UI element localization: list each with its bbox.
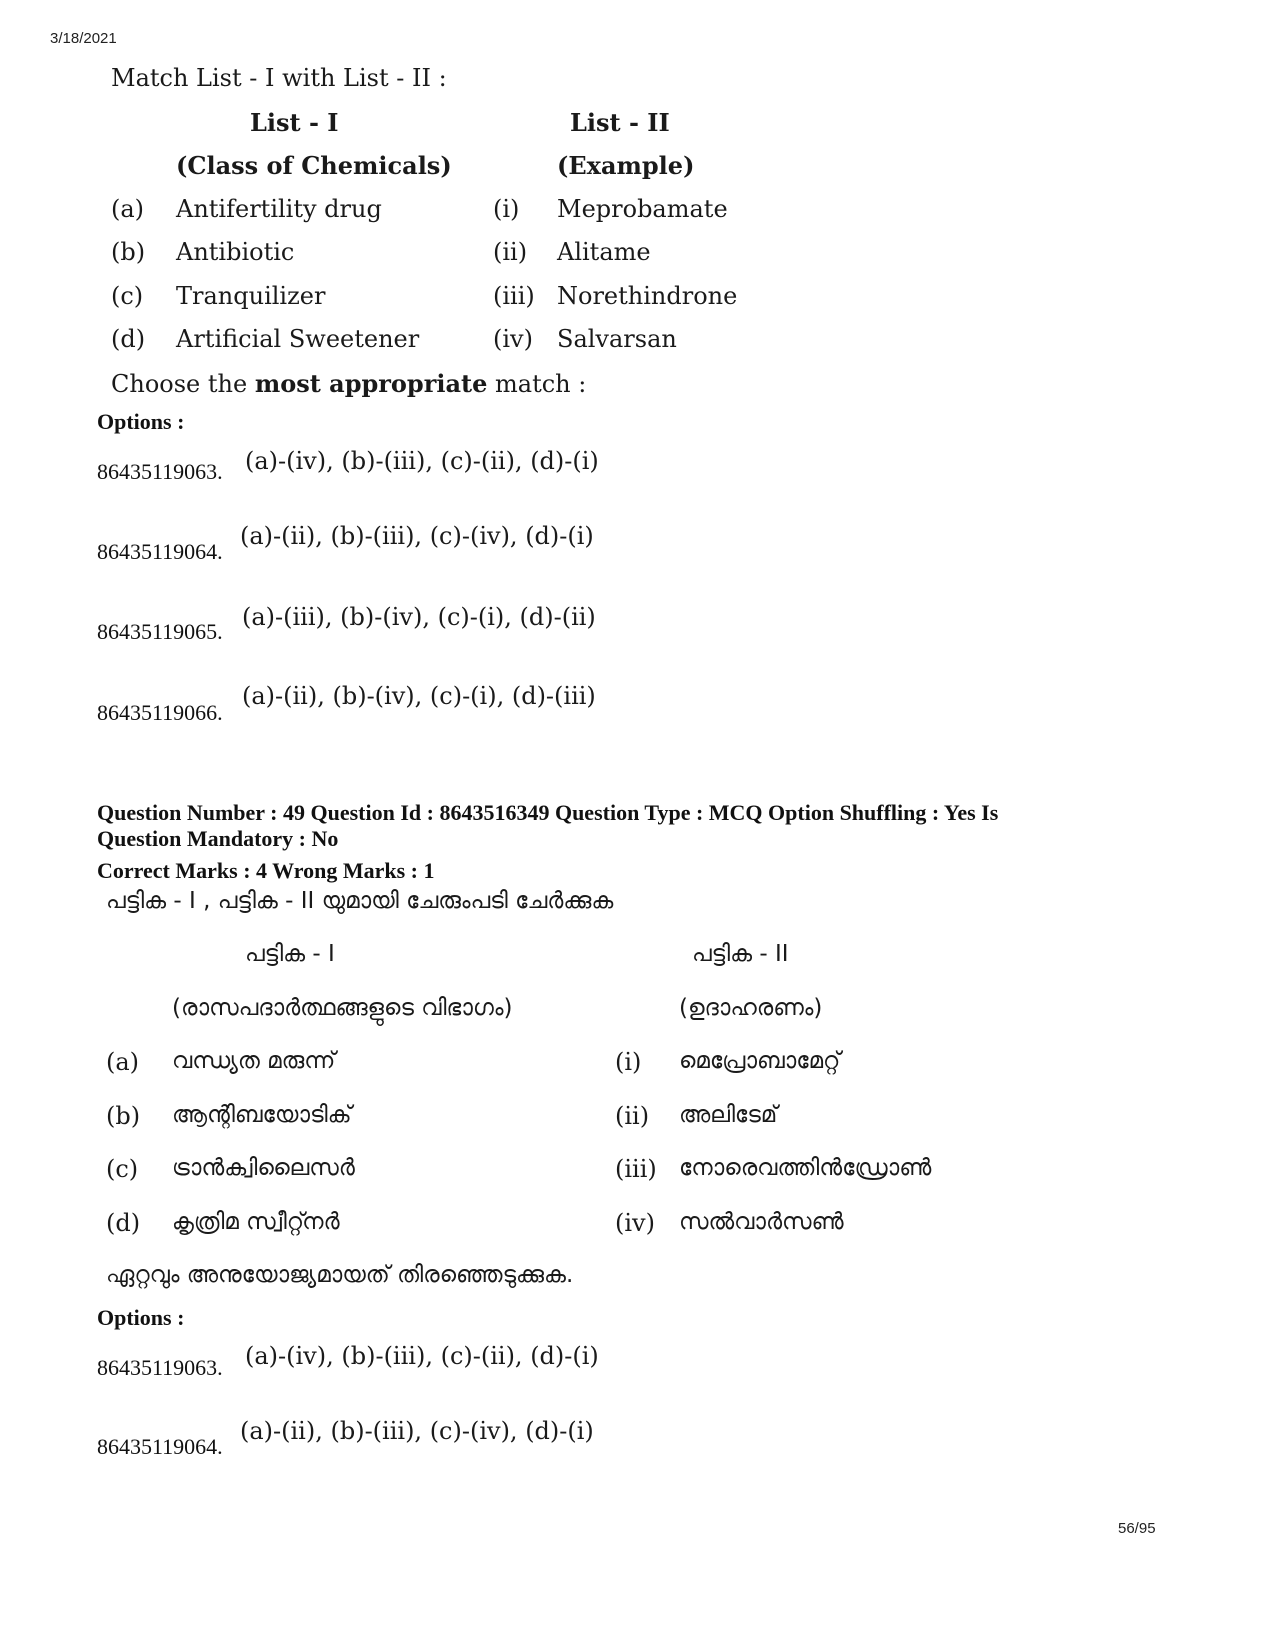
row-item: Tranquilizer [176,282,326,310]
row-item: കൃത്രിമ സ്വീറ്റ്നർ [172,1209,340,1235]
row-numeral: (i) [493,195,520,223]
q49-list2-title: പട്ടിക - II [692,941,789,967]
option-id: 86435119064. [97,539,223,564]
print-date: 3/18/2021 [50,30,117,47]
row-numeral: (i) [615,1048,642,1076]
row-letter: (c) [106,1155,139,1183]
row-item: Antibiotic [176,238,295,266]
row-item: ട്രാൻക്വിലൈസർ [172,1155,355,1181]
row-item: Antifertility drug [176,195,382,223]
row-letter: (d) [106,1209,141,1237]
q48-list2-title: List - II [570,108,670,137]
q48-instruction: Match List - I with List - II : [111,64,447,92]
q48-choose-instruction [111,369,586,398]
row-numeral: (iv) [493,325,533,353]
row-numeral: (ii) [493,238,528,266]
option-id: 86435119066. [97,700,223,725]
row-letter: (a) [106,1048,140,1076]
option-id: 86435119064. [97,1434,223,1459]
q49-marks: Correct Marks : 4 Wrong Marks : 1 [97,858,435,883]
row-example: സൽവാർസൺ [679,1209,844,1235]
row-letter: (b) [106,1102,141,1130]
row-numeral: (iv) [615,1209,655,1237]
q48-options-label: Options : [97,409,185,434]
q49-list2-subtitle: (ഉദാഹരണം) [679,995,823,1021]
row-letter: (c) [111,282,144,310]
row-numeral: (ii) [615,1102,650,1130]
option-id: 86435119063. [97,1355,223,1380]
row-item: ആന്റിബയോടിക് [172,1102,352,1128]
option-text: (a)-(iv), (b)-(iii), (c)-(ii), (d)-(i) [245,447,599,475]
choose-suffix: match : [487,370,587,398]
row-letter: (d) [111,325,146,353]
option-text: (a)-(ii), (b)-(iv), (c)-(i), (d)-(iii) [242,682,596,710]
q49-list1-title: പട്ടിക - I [245,941,335,967]
option-id: 86435119065. [97,619,223,644]
row-example: Norethindrone [557,282,738,310]
q49-choose-instruction: ഏറ്റവും അനുയോജ്യമായത് തിരഞ്ഞെടുക്കുക. [106,1262,574,1288]
row-item: വന്ധ്യത മരുന്ന് [172,1048,336,1074]
option-text: (a)-(ii), (b)-(iii), (c)-(iv), (d)-(i) [240,522,594,550]
q49-instruction: പട്ടിക - I , പട്ടിക - II യുമായി ചേരുംപടി ചേർക്കുക [106,888,614,914]
page-number: 56/95 [1118,1520,1156,1537]
option-id: 86435119063. [97,459,223,484]
row-example: മെപ്രോബാമേറ്റ് [679,1048,841,1074]
row-example: Alitame [557,238,651,266]
row-example: Meprobamate [557,195,728,223]
row-letter: (b) [111,238,146,266]
q49-options-label: Options : [97,1305,185,1330]
q48-list1-subtitle: (Class of Chemicals) [176,151,452,180]
choose-prefix: Choose the [111,370,255,398]
choose-emphasis: most appropriate [254,369,488,398]
option-text: (a)-(iv), (b)-(iii), (c)-(ii), (d)-(i) [245,1342,599,1370]
row-example: അലിടേമ് [679,1102,778,1128]
row-numeral: (iii) [615,1155,657,1183]
q49-list1-subtitle: (രാസപദാർത്ഥങ്ങളുടെ വിഭാഗം) [172,995,513,1021]
row-item: Artificial Sweetener [176,325,420,353]
row-letter: (a) [111,195,145,223]
row-numeral: (iii) [493,282,535,310]
q48-list1-title: List - I [250,108,339,137]
row-example: നോരെവത്തിൻഡ്രോൺ [679,1155,932,1181]
row-example: Salvarsan [557,325,677,353]
q49-meta-line1: Question Number : 49 Question Id : 8643516349 Question Type : MCQ Option Shuffling : Yes Is [97,800,999,825]
q48-list2-subtitle: (Example) [557,151,695,180]
option-text: (a)-(iii), (b)-(iv), (c)-(i), (d)-(ii) [242,603,596,631]
q49-meta-line2: Question Mandatory : No [97,826,339,851]
option-text: (a)-(ii), (b)-(iii), (c)-(iv), (d)-(i) [240,1417,594,1445]
